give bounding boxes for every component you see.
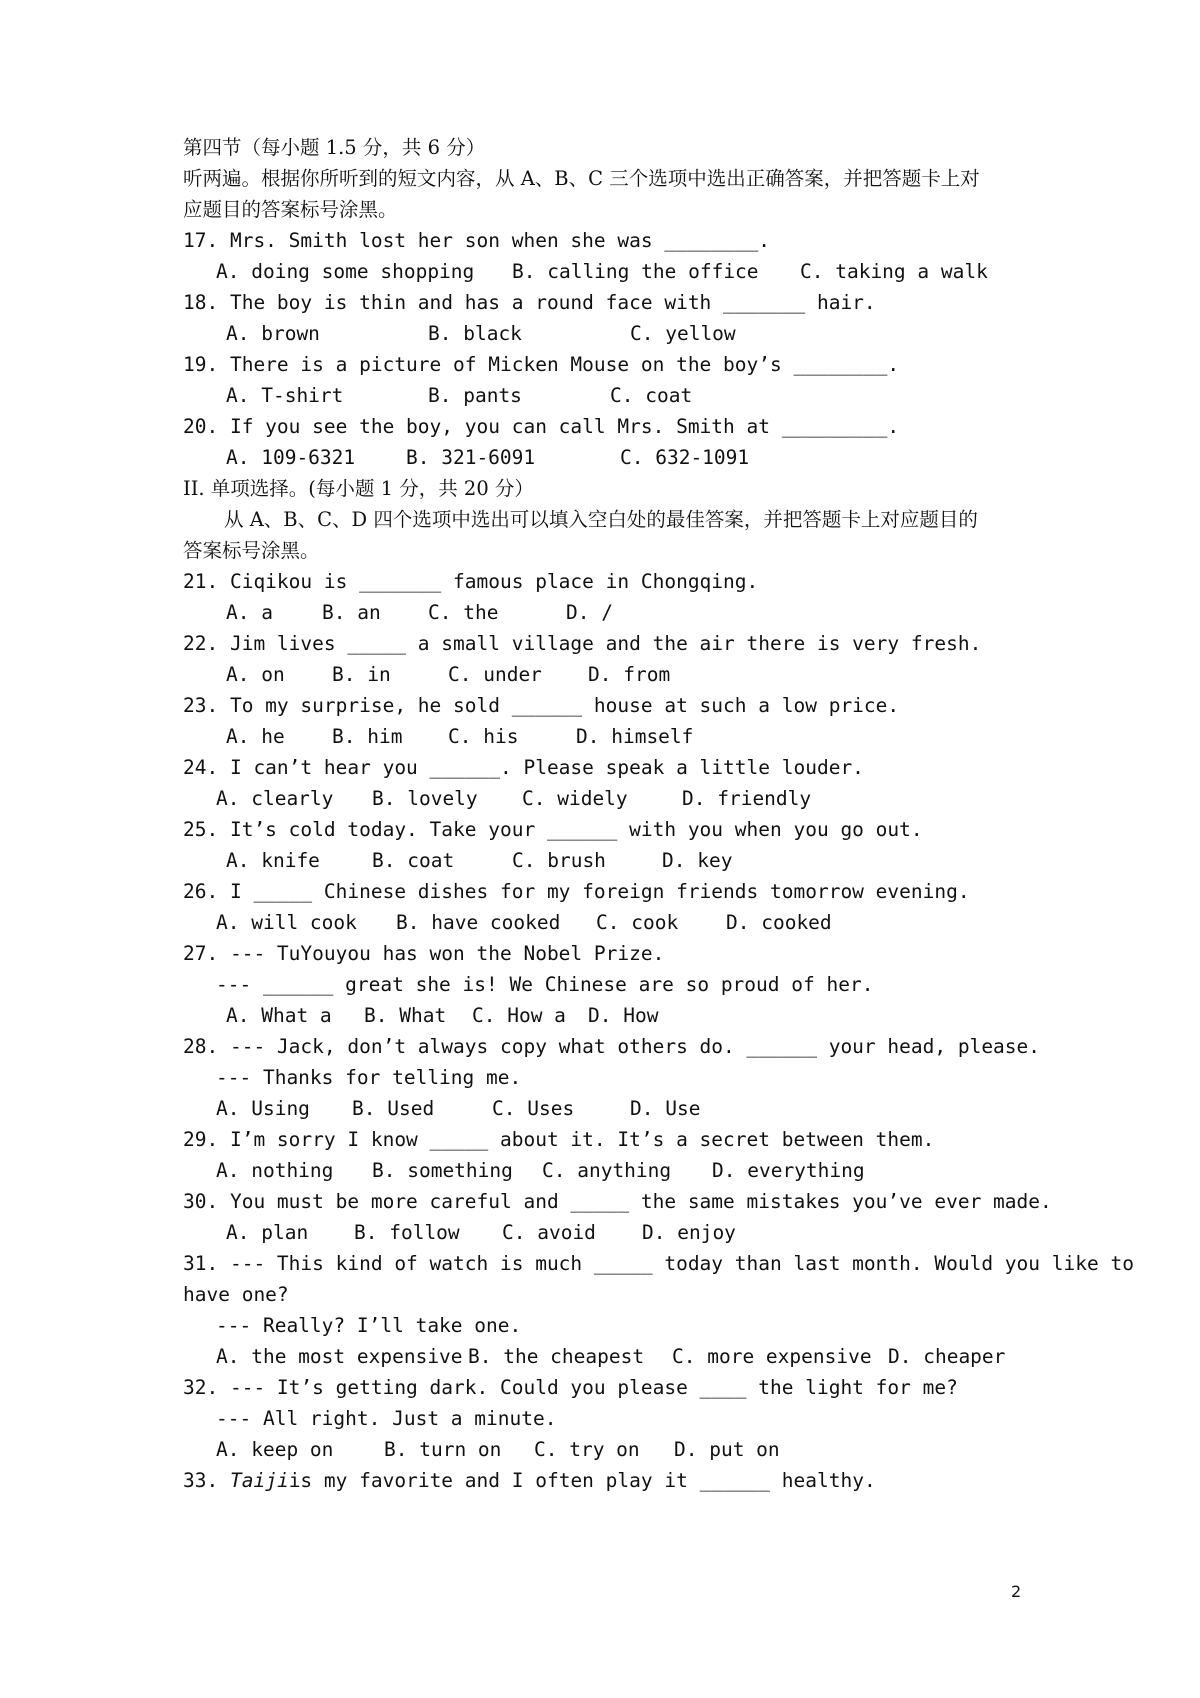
- option-d: D. cooked: [726, 911, 832, 934]
- option-c: C. 632-1091: [620, 446, 750, 469]
- option-c: C. more expensive: [672, 1345, 872, 1368]
- option-d: D. Use: [630, 1097, 701, 1120]
- option-c: C. coat: [610, 384, 693, 407]
- option-c: C. How a: [472, 1004, 566, 1027]
- option-a: A. keep on: [216, 1438, 334, 1461]
- option-b: B. the cheapest: [468, 1345, 645, 1368]
- option-c: C. yellow: [630, 322, 736, 345]
- option-b: B. follow: [354, 1221, 460, 1244]
- option-c: C. taking a walk: [800, 260, 988, 283]
- option-c: C. Uses: [492, 1097, 575, 1120]
- option-d: D. everything: [712, 1159, 865, 1182]
- option-d: D. enjoy: [642, 1221, 736, 1244]
- option-a: A. nothing: [216, 1159, 334, 1182]
- question-20-stem: 20. If you see the boy, you can call Mrs. Smith at _________.: [183, 415, 900, 438]
- option-d: D. friendly: [682, 787, 812, 810]
- part2-instruction-line1: 从 A、B、C、D 四个选项中选出可以填入空白处的最佳答案，并把答题卡上对应题目的: [224, 508, 978, 531]
- option-b: B. What: [364, 1004, 447, 1027]
- option-b: B. him: [332, 725, 403, 748]
- option-c: C. brush: [512, 849, 606, 872]
- option-b: B. have cooked: [396, 911, 561, 934]
- option-b: B. Used: [352, 1097, 435, 1120]
- option-a: A. doing some shopping: [216, 260, 475, 283]
- question-33-number: 33.: [183, 1469, 219, 1492]
- option-b: B. pants: [428, 384, 522, 407]
- page-number: 2: [1011, 1582, 1022, 1601]
- question-24-stem: 24. I can’t hear you ______. Please speak a little louder.: [183, 756, 864, 779]
- question-32-reply: --- All right. Just a minute.: [216, 1407, 557, 1430]
- option-d: D. cheaper: [888, 1345, 1006, 1368]
- question-28-reply: --- Thanks for telling me.: [216, 1066, 522, 1089]
- option-b: B. in: [332, 663, 391, 686]
- question-27-reply: --- ______ great she is! We Chinese are so proud of her.: [216, 973, 874, 996]
- part2-title: II. 单项选择。(每小题 1 分，共 20 分）: [183, 477, 534, 500]
- option-c: C. avoid: [502, 1221, 596, 1244]
- option-c: C. his: [448, 725, 519, 748]
- question-29-stem: 29. I’m sorry I know _____ about it. It’s a secret between them.: [183, 1128, 935, 1151]
- question-26-stem: 26. I _____ Chinese dishes for my foreign friends tomorrow evening.: [183, 880, 970, 903]
- option-b: B. calling the office: [512, 260, 759, 283]
- option-b: B. something: [372, 1159, 513, 1182]
- question-19-stem: 19. There is a picture of Micken Mouse on the boy’s ________.: [183, 353, 900, 376]
- option-c: C. anything: [542, 1159, 672, 1182]
- question-31-stem-continued: have one?: [183, 1283, 289, 1306]
- option-c: C. widely: [522, 787, 628, 810]
- option-d: D. himself: [576, 725, 694, 748]
- option-c: C. try on: [534, 1438, 640, 1461]
- option-d: D. from: [588, 663, 671, 686]
- question-31-stem: 31. --- This kind of watch is much _____ today than last month. Would you like to: [183, 1252, 1134, 1275]
- question-33-italic-term: Taiji: [229, 1469, 289, 1492]
- option-a: A. plan: [226, 1221, 309, 1244]
- option-a: A. clearly: [216, 787, 334, 810]
- question-27-stem: 27. --- TuYouyou has won the Nobel Prize.: [183, 942, 665, 965]
- option-a: A. he: [226, 725, 285, 748]
- option-d: D. put on: [674, 1438, 780, 1461]
- option-a: A. 109-6321: [226, 446, 356, 469]
- question-30-stem: 30. You must be more careful and _____ the same mistakes you’ve ever made.: [183, 1190, 1052, 1213]
- option-a: A. T-shirt: [226, 384, 344, 407]
- option-d: D. How: [588, 1004, 659, 1027]
- question-25-stem: 25. It’s cold today. Take your ______ with you when you go out.: [183, 818, 923, 841]
- option-b: B. coat: [372, 849, 455, 872]
- option-b: B. turn on: [384, 1438, 502, 1461]
- question-22-stem: 22. Jim lives _____ a small village and the air there is very fresh.: [183, 632, 982, 655]
- option-c: C. cook: [596, 911, 679, 934]
- question-23-stem: 23. To my surprise, he sold ______ house at such a low price.: [183, 694, 900, 717]
- option-a: A. on: [226, 663, 285, 686]
- section4-instruction-line1: 听两遍。根据你所听到的短文内容，从 A、B、C 三个选项中选出正确答案，并把答题卡上对: [183, 167, 980, 190]
- question-28-stem: 28. --- Jack, don’t always copy what others do. ______ your head, please.: [183, 1035, 1041, 1058]
- question-33-stem: [183, 1469, 876, 1493]
- option-b: B. 321-6091: [406, 446, 536, 469]
- option-b: B. black: [428, 322, 522, 345]
- question-31-reply: --- Really? I’ll take one.: [216, 1314, 522, 1337]
- part2-instruction-line2: 答案标号涂黑。: [183, 539, 320, 562]
- option-a: A. a: [226, 601, 273, 624]
- option-d: D. key: [662, 849, 733, 872]
- question-32-stem: 32. --- It’s getting dark. Could you please ____ the light for me?: [183, 1376, 958, 1399]
- option-c: C. under: [448, 663, 542, 686]
- question-17-stem: 17. Mrs. Smith lost her son when she was ________.: [183, 229, 770, 252]
- option-d: D. /: [566, 601, 613, 624]
- question-33-text: is my favorite and I often play it ______ healthy.: [288, 1469, 876, 1492]
- option-b: B. an: [322, 601, 381, 624]
- section4-title: 第四节（每小题 1.5 分，共 6 分）: [183, 136, 486, 159]
- option-a: A. Using: [216, 1097, 310, 1120]
- option-a: A. brown: [226, 322, 320, 345]
- question-18-stem: 18. The boy is thin and has a round face with _______ hair.: [183, 291, 876, 314]
- option-a: A. will cook: [216, 911, 357, 934]
- option-a: A. What a: [226, 1004, 332, 1027]
- option-a: A. the most expensive: [216, 1345, 463, 1368]
- option-c: C. the: [428, 601, 499, 624]
- section4-instruction-line2: 应题目的答案标号涂黑。: [183, 198, 398, 221]
- option-b: B. lovely: [372, 787, 478, 810]
- option-a: A. knife: [226, 849, 320, 872]
- question-21-stem: 21. Ciqikou is _______ famous place in Chongqing.: [183, 570, 759, 593]
